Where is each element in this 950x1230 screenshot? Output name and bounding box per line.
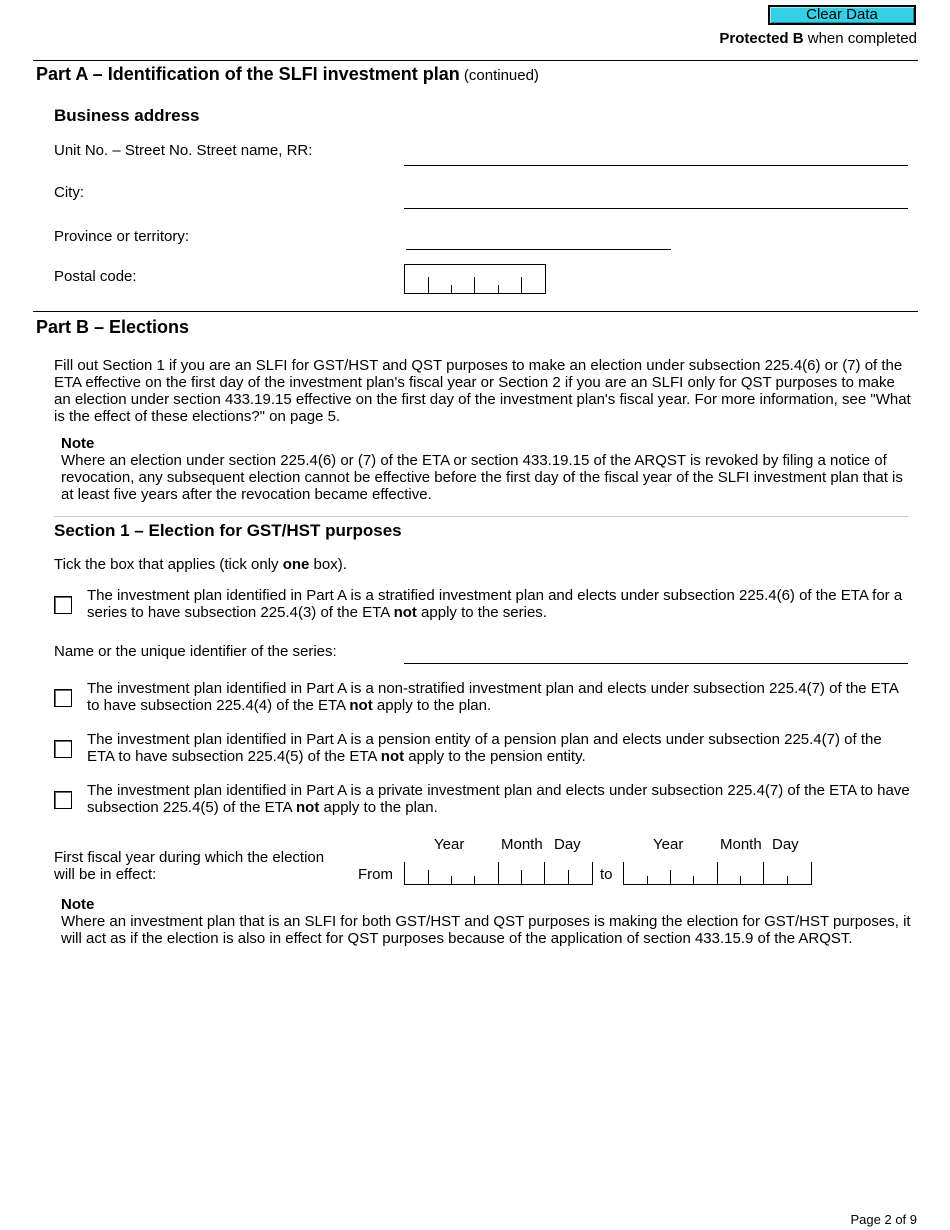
part-a-title-text: Part A – Identification of the SLFI investment plan (36, 64, 460, 84)
postal-code-label: Postal code: (54, 268, 137, 285)
note-text: Where an investment plan that is an SLFI for both GST/HST and QST purposes is making the election for GST/HST purposes, it will act as if the election is also in effect for QST purposes because of the application of section 433.15.9 of the ARQST. (61, 913, 911, 947)
option-text-pre: The investment plan identified in Part A is a stratified investment plan and elects under subsection 225.4(6) of the ETA for a series to have subsection 225.4(3) of the ETA (87, 587, 903, 621)
option-text-bold: not (349, 697, 373, 714)
note-heading: Note (61, 435, 95, 452)
tick-instruction-post: box). (309, 556, 347, 573)
option-text (87, 782, 910, 816)
option-text-post: apply to the pension entity. (404, 748, 586, 765)
option-text (87, 680, 910, 714)
option-text-bold: not (296, 799, 320, 816)
private-plan-checkbox[interactable] (54, 791, 72, 809)
option-text (87, 731, 910, 765)
option-text-bold: not (380, 748, 405, 765)
to-label: to (600, 866, 613, 883)
option-text-pre: The investment plan identified in Part A is a pension entity of a pension plan and elects under subsection 225.4(7) of the ETA to have subsection 225.4(5) of the ETA (87, 731, 882, 765)
business-address-heading: Business address (54, 106, 200, 125)
divider (33, 311, 918, 312)
stratified-plan-checkbox[interactable] (54, 596, 72, 614)
page-number: Page 2 of 9 (850, 1212, 917, 1227)
protected-suffix: when completed (803, 30, 917, 47)
option-text-pre: The investment plan identified in Part A is a non-stratified investment plan and elects under subsection 225.4(7) of the ETA to have subsection 225.4(4) of the ETA (87, 680, 899, 714)
option-text-pre: The investment plan identified in Part A is a private investment plan and elects under subsection 225.4(7) of the ETA to have subsection 225.4(5) of the ETA (87, 782, 910, 816)
protected-level: Protected B (719, 30, 804, 47)
series-label: Name or the unique identifier of the series: (54, 643, 337, 660)
note-heading: Note (61, 896, 95, 913)
series-field[interactable] (404, 663, 908, 664)
part-a-title (36, 64, 539, 85)
postal-code-field[interactable] (404, 264, 546, 294)
from-date-field[interactable] (404, 862, 593, 885)
part-a-title-suffix: (continued) (459, 67, 539, 84)
street-label: Unit No. – Street No. Street name, RR: (54, 142, 313, 159)
tick-instruction (54, 556, 347, 573)
protected-notice (719, 30, 917, 47)
to-date-field[interactable] (623, 862, 812, 885)
tick-instruction-bold: one (282, 556, 310, 573)
from-day-header: Day (554, 836, 581, 853)
street-field[interactable] (404, 165, 908, 166)
to-month-header: Month (720, 836, 762, 853)
to-day-header: Day (772, 836, 799, 853)
option-text-post: apply to the plan. (319, 799, 438, 816)
city-label: City: (54, 184, 84, 201)
part-b-intro: Fill out Section 1 if you are an SLFI for GST/HST and QST purposes to make an election under subsection 225.4(6) or (7) of the ETA effective on the first day of the investment plan's fiscal year or Section 2 if you are an SLFI only for QST purposes to make an election under section 433.19.15 effective on the first day of the investment plan's fiscal year. For more information, see "What is the effect of these elections?" on page 5. (54, 357, 911, 425)
fiscal-year-label-line2: will be in effect: (54, 866, 157, 883)
clear-data-button[interactable]: Clear Data (768, 5, 916, 25)
note-text: Where an election under section 225.4(6) or (7) of the ETA or section 433.19.15 of the ARQST is revoked by filing a notice of revocation, any subsequent election cannot be effective before the first day of the fiscal year of the SLFI investment plan that is at least five years after the revocation became effective. (61, 452, 903, 503)
pension-entity-checkbox[interactable] (54, 740, 72, 758)
city-field[interactable] (404, 208, 908, 209)
non-stratified-plan-checkbox[interactable] (54, 689, 72, 707)
option-text-post: apply to the plan. (372, 697, 492, 714)
option-text-bold: not (393, 604, 417, 621)
divider (33, 60, 918, 61)
divider (54, 516, 908, 517)
tick-instruction-pre: Tick the box that applies (tick only (54, 556, 283, 573)
from-label: From (358, 866, 393, 883)
part-b-title: Part B – Elections (36, 317, 190, 337)
to-year-header: Year (653, 836, 684, 853)
from-month-header: Month (501, 836, 543, 853)
option-text-post: apply to the series. (416, 604, 547, 621)
option-text (87, 587, 910, 621)
section1-title: Section 1 – Election for GST/HST purposes (54, 521, 402, 540)
fiscal-year-label (54, 849, 324, 883)
province-label: Province or territory: (54, 228, 190, 245)
from-year-header: Year (434, 836, 465, 853)
province-field[interactable] (406, 249, 671, 250)
fiscal-year-label-line1: First fiscal year during which the election (54, 849, 325, 866)
